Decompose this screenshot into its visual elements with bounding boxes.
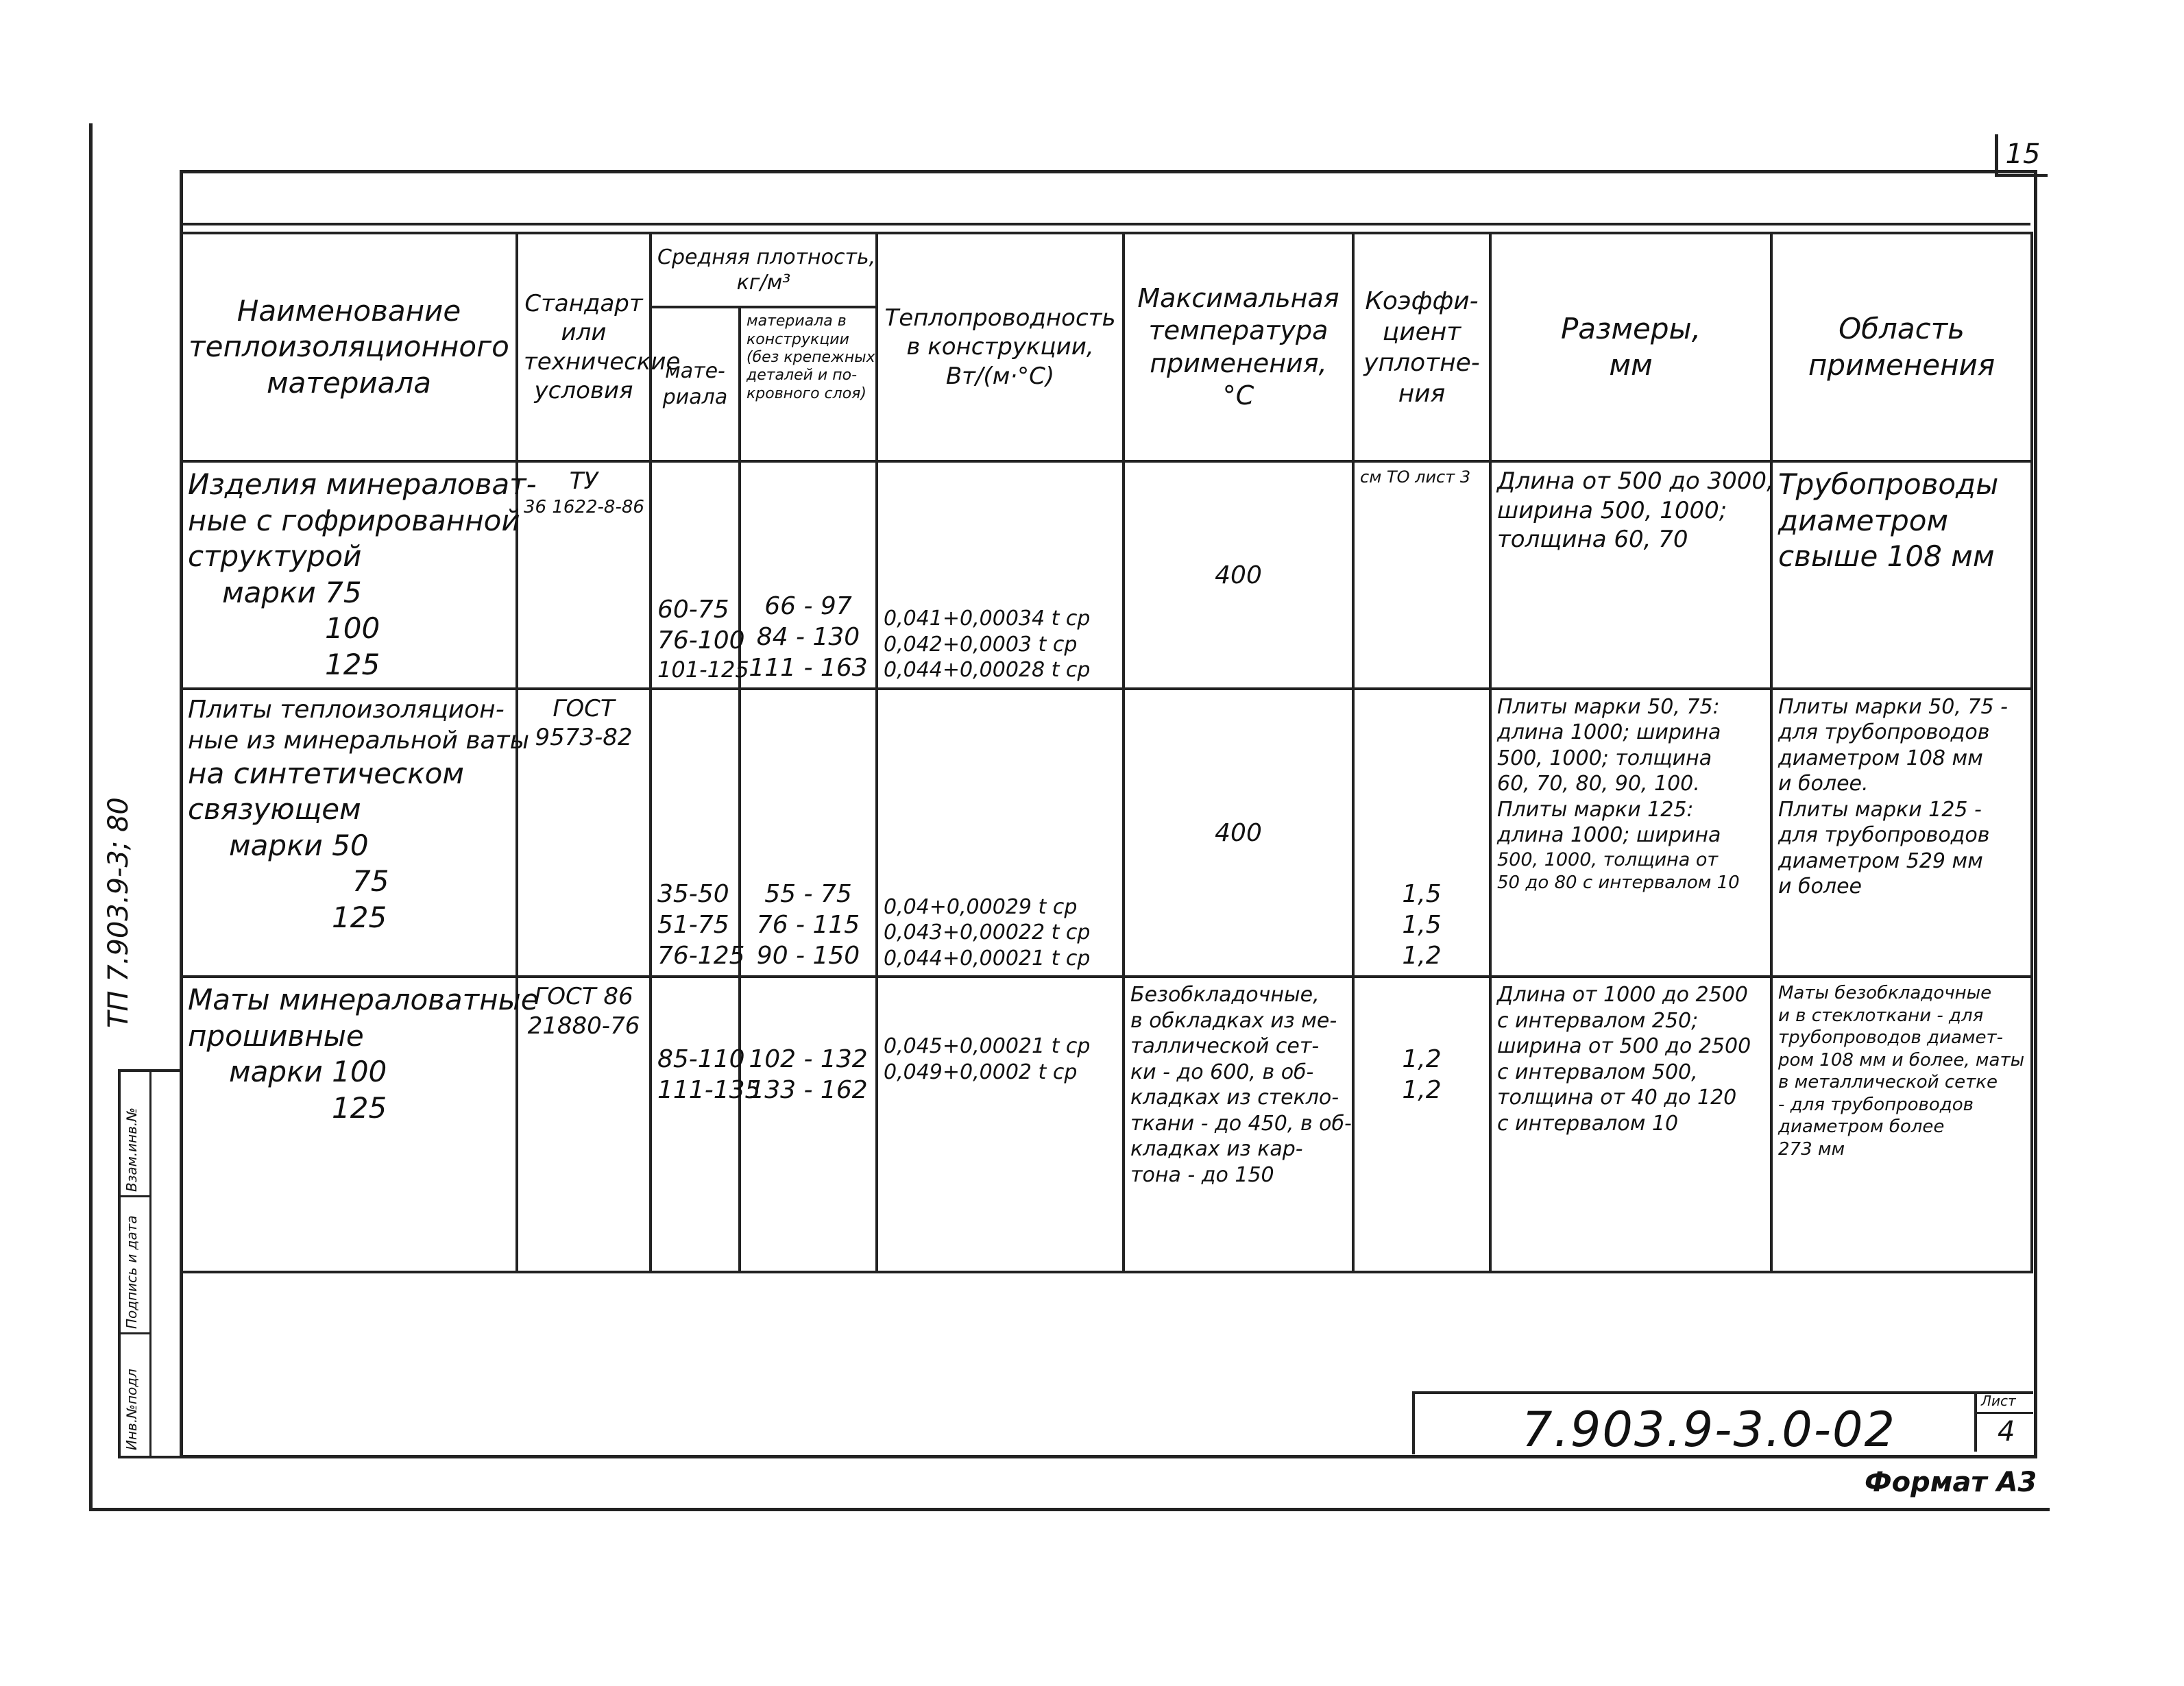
row-standard: ГОСТ 9573-82 [517,689,651,977]
header-density-construction: материала в конструкции (без крепежных деталей и по- кровного слоя) [740,307,877,461]
row-max-temp: 400 [1124,461,1353,688]
header-coefficient: Коэффи- циент уплотне- ния [1353,233,1490,461]
header-standard: Стандарт или технические условия [517,233,651,461]
top-rule [180,223,2030,225]
header-dimensions: Размеры, мм [1490,233,1771,461]
row-application: Плиты марки 50, 75 - для трубопроводов диаметром 108 мм и более. Плиты марки 125 - для трубопроводов диаметром 529 мм и более [1771,689,2032,977]
row-density-material: 35-50 51-75 76-125 [651,689,740,977]
row-application: Маты безобкладочные и в стеклоткани - для трубопроводов диамет- ром 108 мм и более, маты в металлической сетке - для трубопроводов диаметром более 273 мм [1771,977,2032,1272]
row-max-temp: Безобкладочные, в обкладках из ме- таллической сет- ки - до 600, в об- кладках из стекло- ткани - до 450, в об- кладках из кар- тона - до 150 [1124,977,1353,1272]
header-name: Наименование теплоизоляционного материала [181,233,517,461]
format-label: Формат А3 [1865,1467,2037,1498]
row-density-construction: 102 - 132 133 - 162 [740,977,877,1272]
row-coefficient: см ТО лист 3 [1353,461,1490,688]
row-dimensions: Длина от 1000 до 2500 с интервалом 250; ширина от 500 до 2500 с интервалом 500, толщина от 40 до 120 с интервалом 10 [1490,977,1771,1272]
sheet-corner-number: 15 [1995,134,2048,177]
table-row [181,977,2032,1272]
row-standard: ТУ 36 1622-8-86 [517,461,651,688]
row-application: Трубопроводы диаметром свыше 108 мм [1771,461,2032,688]
table-row [181,689,2032,977]
side-stamp-label: Инв.№подл [123,1369,140,1450]
row-density-material: 85-110 111-135 [651,977,740,1272]
header-application: Область применения [1771,233,2032,461]
side-stamp-label: Подпись и дата [123,1215,140,1329]
header-conductivity: Теплопроводность в конструкции, Вт/(м·°С) [877,233,1124,461]
sheet-number: 4 [1998,1416,2015,1447]
header-max-temp: Максимальная температура применения, °С [1124,233,1353,461]
side-stamp-divider [149,1072,151,1456]
materials-table [180,232,2033,1273]
row-name: Плиты теплоизоляцион- ные из минеральной ваты на синтетическом связующем марки 50 75 125 [181,689,517,977]
row-name: Маты минераловатные прошивные марки 100 125 [181,977,517,1272]
row-name: Изделия минераловат- ные с гофрированной структурой марки 75 100 125 [181,461,517,688]
row-dimensions: Длина от 500 до 3000, ширина 500, 1000; толщина 60, 70 [1490,461,1771,688]
row-coefficient: 1,2 1,2 [1353,977,1490,1272]
side-code: ТП 7.903.9-3; 80 [103,797,134,1028]
header-row [181,233,2032,307]
row-density-material: 60-75 76-100 101-125 [651,461,740,688]
row-conductivity: 0,04+0,00029 t ср 0,043+0,00022 t ср 0,044+0,00021 t ср [877,689,1124,977]
sheet-number-box [1974,1391,2033,1452]
side-stamp [118,1069,182,1458]
row-conductivity: 0,045+0,00021 t ср 0,049+0,0002 t ср [877,977,1124,1272]
header-density: Средняя плотность, кг/м³ [651,233,877,307]
table-row [181,461,2032,688]
row-density-construction: 55 - 75 76 - 115 90 - 150 [740,689,877,977]
row-dimensions: Плиты марки 50, 75: длина 1000; ширина 500, 1000; толщина 60, 70, 80, 90, 100. Плиты марки 125: длина 1000; ширина 500, 1000, толщина от 50 до 80 с интервалом 10 [1490,689,1771,977]
sheet-label: Лист [1981,1393,2016,1409]
side-stamp-label: Взам.инв.№ [123,1107,140,1192]
header-density-material: мате- риала [651,307,740,461]
row-max-temp: 400 [1124,689,1353,977]
sheet-box-divider [1977,1412,2033,1414]
row-density-construction: 66 - 97 84 - 130 111 - 163 [740,461,877,688]
row-coefficient: 1,5 1,5 1,2 [1353,689,1490,977]
document-code: 7.903.9-3.0-02 [1522,1402,1897,1458]
row-standard: ГОСТ 86 21880-76 [517,977,651,1272]
row-conductivity: 0,041+0,00034 t ср 0,042+0,0003 t ср 0,044+0,00028 t ср [877,461,1124,688]
